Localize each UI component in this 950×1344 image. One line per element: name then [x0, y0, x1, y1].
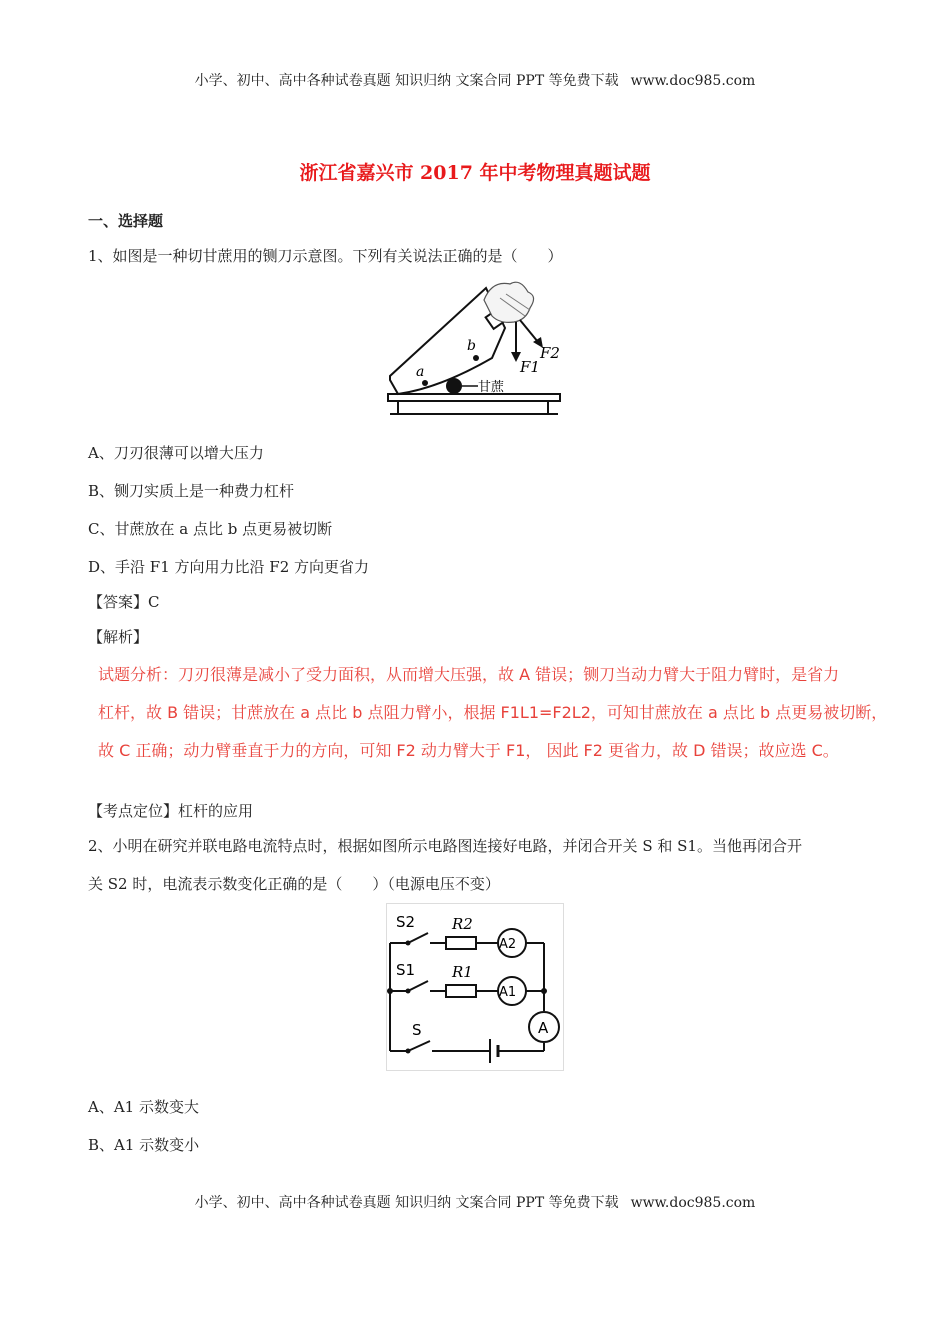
page-title: 浙江省嘉兴市 2017 年中考物理真题试题 — [299, 162, 651, 184]
page-footer — [0, 1192, 950, 1212]
point-b — [473, 355, 479, 361]
q1-explanation-line3: 故 C 正确；动力臂垂直于力的方向，可知 F2 动力臂大于 F1， 因此 F2 更省力，故 D 错误；故应选 C。 — [98, 741, 839, 760]
label-f2: F2 — [540, 344, 560, 362]
label-a1: A1 — [499, 985, 517, 1000]
q1-answer: 【答案】C — [88, 593, 160, 611]
label-s: S — [412, 1021, 422, 1039]
q2-option-b: B、A1 示数变小 — [88, 1136, 200, 1154]
q1-stem: 1、如图是一种切甘蔗用的铡刀示意图。下列有关说法正确的是（ ） — [88, 247, 563, 265]
footer-text: 小学、初中、高中各种试卷真题 知识归纳 文案合同 PPT 等免费下载 — [194, 1195, 619, 1211]
q2-option-a: A、A1 示数变大 — [88, 1098, 199, 1116]
switch-s2 — [408, 933, 428, 943]
resistor-r1 — [446, 985, 476, 997]
q1-option-b: B、铡刀实质上是一种费力杠杆 — [88, 482, 295, 500]
header-site[interactable]: www.doc985.com — [630, 73, 756, 89]
q1-option-a: A、刀刃很薄可以增大压力 — [88, 444, 264, 462]
q1-cutter-figure — [380, 276, 568, 426]
section-heading: 一、选择题 — [88, 212, 164, 230]
q2-stem-line1: 2、小明在研究并联电路电流特点时，根据如图所示电路图连接好电路，并闭合开关 S 和 S1。当他再闭合开 — [88, 837, 802, 855]
label-r2: R2 — [452, 915, 473, 933]
label-a: a — [416, 364, 425, 380]
q2-circuit-figure — [386, 903, 564, 1071]
label-b: b — [467, 338, 476, 354]
q1-option-c: C、甘蔗放在 a 点比 b 点更易被切断 — [88, 520, 333, 538]
q1-option-d: D、手沿 F1 方向用力比沿 F2 方向更省力 — [88, 558, 370, 576]
q1-explanation-line1: 试题分析：刀刃很薄是减小了受力面积，从而增大压强，故 A 错误；铡刀当动力臂大于阻力臂时，是省力 — [98, 665, 840, 684]
cutter-base — [388, 394, 560, 401]
q2-stem-line2: 关 S2 时，电流表示数变化正确的是（ ）（电源电压不变） — [88, 875, 500, 893]
label-a: A — [538, 1019, 549, 1037]
footer-site[interactable]: www.doc985.com — [630, 1195, 756, 1211]
q1-kaodian: 【考点定位】杠杆的应用 — [88, 802, 254, 820]
header-text: 小学、初中、高中各种试卷真题 知识归纳 文案合同 PPT 等免费下载 — [194, 73, 619, 89]
q1-explanation-line2: 杠杆，故 B 错误；甘蔗放在 a 点比 b 点阻力臂小，根据 F1L1=F2L2，可知甘蔗放在 a 点比 b 点更易被切断， — [98, 703, 888, 722]
label-f1: F1 — [520, 358, 540, 376]
label-s1: S1 — [396, 961, 416, 979]
label-sugarcane: 甘蔗 — [478, 380, 505, 395]
page-header — [0, 70, 950, 90]
q1-analysis-label: 【解析】 — [88, 628, 149, 646]
resistor-r2 — [446, 937, 476, 949]
label-r1: R1 — [452, 963, 473, 981]
point-a — [422, 380, 428, 386]
switch-s1 — [408, 981, 428, 991]
label-s2: S2 — [396, 913, 416, 931]
switch-s — [408, 1041, 430, 1051]
label-a2: A2 — [499, 937, 517, 952]
sugarcane — [446, 378, 462, 394]
